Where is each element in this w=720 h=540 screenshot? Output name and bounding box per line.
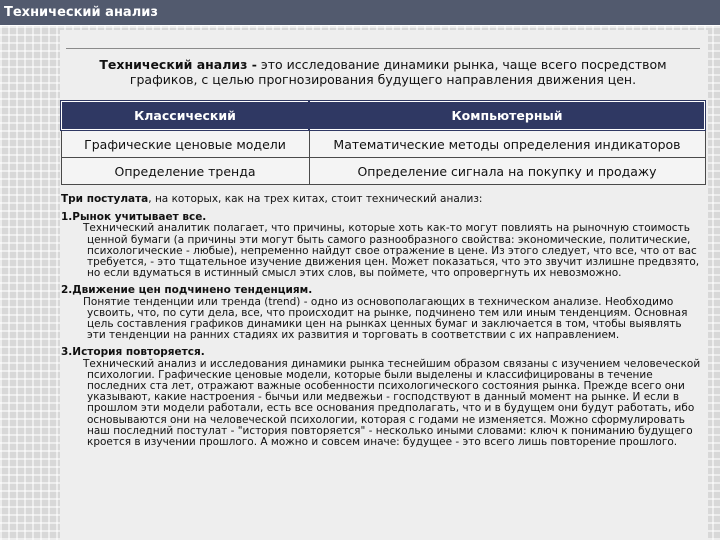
postulates-lead-bold: Три постулата xyxy=(61,193,149,205)
divider-line xyxy=(66,48,700,49)
table-header-row xyxy=(61,101,705,130)
postulate-text-2: Понятие тенденции или тренда (trend) - одно из основополагающих в техническом анализе. Необходимо усвоить, что, по сути дела, все, что происходит на рынке, подчинено тем или иным тенденциям. Основная цель составления графиков динамики цен на рынках ценных бумаг и заключается в том, чтобы выявлять эти тенденции на ранних стадиях их развития и торговать в соответствии с их направлением. xyxy=(83,295,688,342)
table-cell: Графические ценовые модели xyxy=(61,130,309,158)
postulate-heading-1: 1.Рынок учитывает все. xyxy=(61,211,207,224)
postulates-lead xyxy=(61,194,701,205)
postulate-text-3: Технический анализ и исследования динамики рынка теснейшим образом связаны с изучением человеческой психологии. Графические ценовые модели, которые были выделены и классифицированы в течение последних ста лет, отражают важные особенности психологического состояния рынка. Прежде всего они указывают, какие настроения - бычьи или медвежьи - господствуют в данный момент на рынке. И если в прошлом эти модели работали, есть все основания предполагать, что и в будущем они будут работать, ибо основываются они на человеческой психологии, которая с годами не изменяется. Можно сформулировать наш последний постулат - "история повторяется" - несколько иными словами: ключ к пониманию будущего кроется в изучении прошлого. А можно и совсем иначе: будущее - это всего лишь повторение прошлого. xyxy=(83,357,701,449)
intro-text: это исследование динамики рынка, чаще всего посредством графиков, с целью прогнозирования будущего направления движения цен. xyxy=(129,57,667,87)
intro-definition xyxy=(66,57,700,87)
table-cell: Определение тренда xyxy=(61,158,309,185)
table-header-computer: Компьютерный xyxy=(309,101,705,130)
comparison-table xyxy=(60,100,706,185)
table-cell: Определение сигнала на покупку и продажу xyxy=(309,158,705,185)
table-cell: Математические методы определения индикаторов xyxy=(309,130,705,158)
postulate-heading-3: 3.История повторяется. xyxy=(61,346,205,359)
postulate-heading-2: 2.Движение цен подчинено тенденциям. xyxy=(61,284,313,297)
slide-title: Технический анализ xyxy=(4,5,158,20)
postulates-lead-text: , на которых, как на трех китах, стоит технический анализ: xyxy=(148,193,483,205)
table-header-classic: Классический xyxy=(61,101,309,130)
table-row xyxy=(61,158,705,185)
intro-term: Технический анализ - xyxy=(99,57,257,72)
slide-title-bar xyxy=(0,0,720,26)
postulate-text-1: Технический аналитик полагает, что причины, которые хоть как-то могут повлиять на рыночную стоимость ценной бумаги (а причины эти могут быть самого разнообразного свойства: экономические, политические, психологические - любые), непременно найдут свое отражение в цене. Из этого следует, что все, что от вас требуется, - это тщательное изучение движения цен. Может показаться, что это звучит излишне предвзято, но если вдуматься в истинный смысл этих слов, вы поймете, что опровергнуть их невозможно. xyxy=(83,222,700,280)
table-row xyxy=(61,130,705,158)
postulates-text xyxy=(61,194,701,454)
